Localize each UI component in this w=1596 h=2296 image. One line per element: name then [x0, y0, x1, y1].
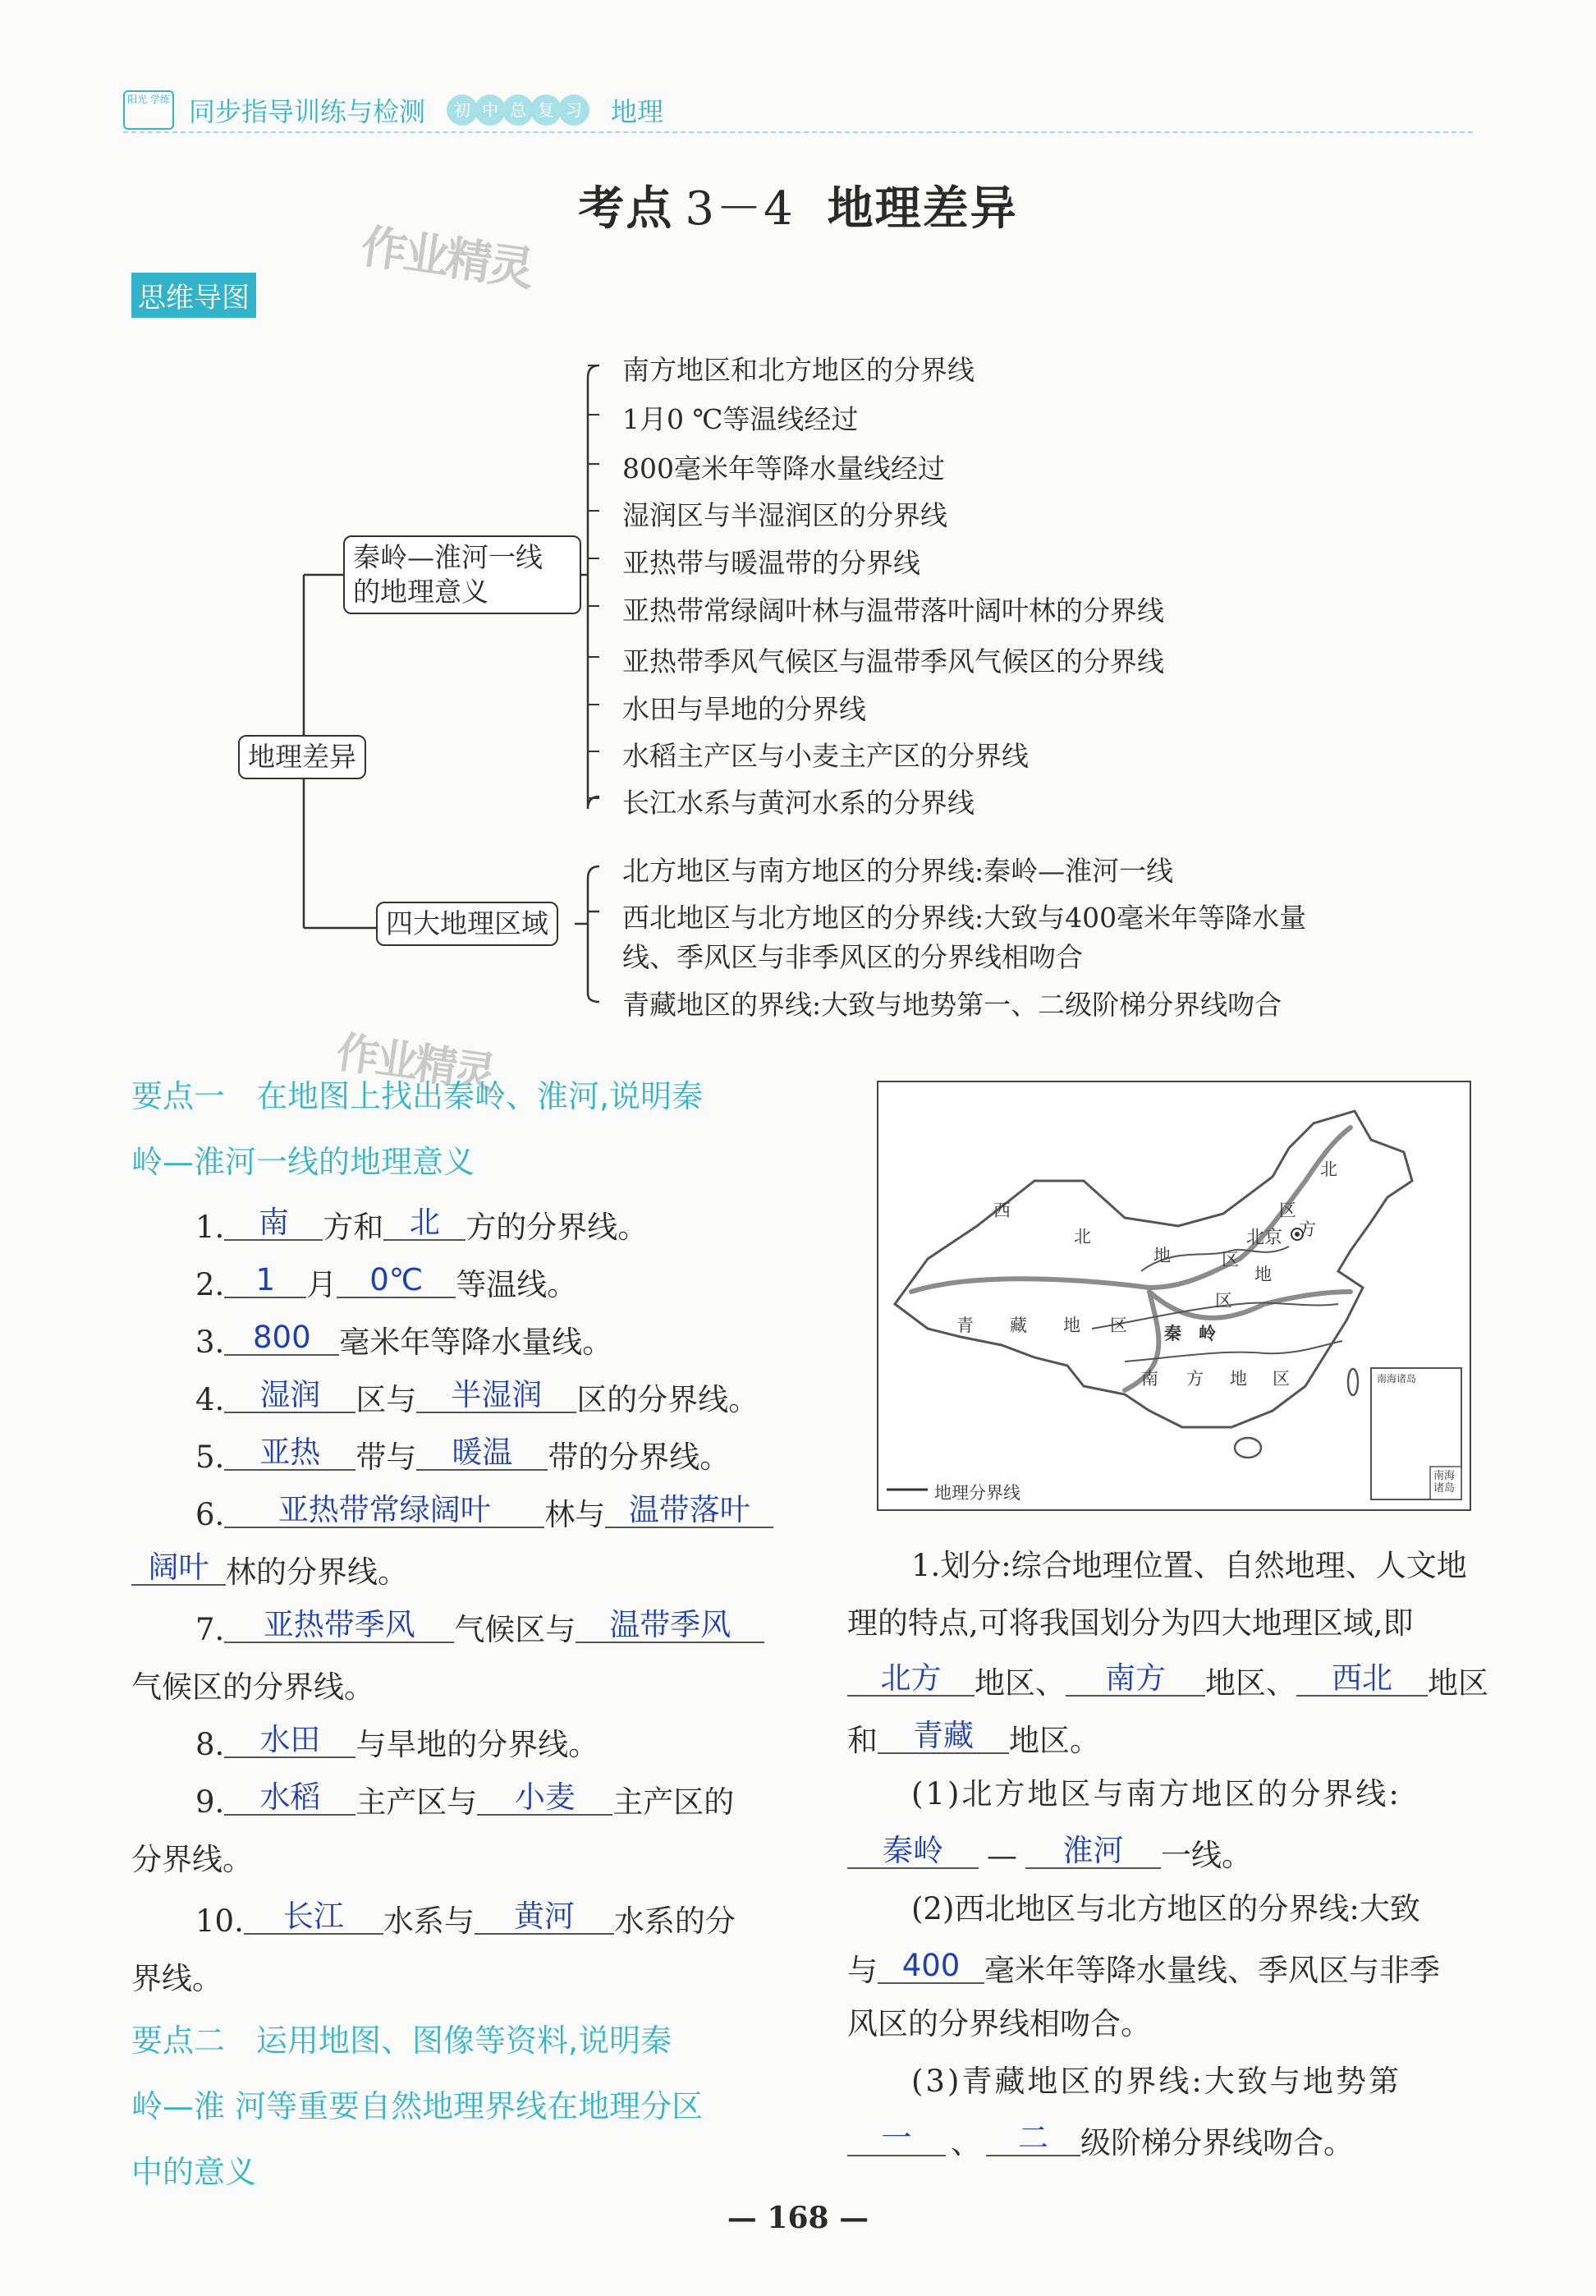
mindmap-root: 地理差异	[238, 735, 366, 779]
mindmap-item: 南方地区和北方地区的分界线	[622, 354, 975, 386]
beijing-label: 北京	[1246, 1228, 1283, 1248]
question-1: 1. 南 方和 北 方的分界线。	[195, 1205, 649, 1245]
answer-blank: 1	[224, 1264, 306, 1298]
question-8: 8. 水田 与旱地的分界线。	[195, 1722, 599, 1762]
map-label: 地	[1153, 1246, 1171, 1265]
subpoint-2-end: 风区的分界线相吻合。	[847, 2006, 1151, 2041]
mindmap-item: 亚热带季风气候区与温带季风气候区的分界线	[622, 645, 1164, 677]
question-10: 10. 长江 水系与 黄河 水系的分	[195, 1899, 736, 1939]
question-3: 3. 800 毫米年等降水量线。	[195, 1320, 613, 1360]
question-9: 9. 水稻 主产区与 小麦 主产区的	[195, 1779, 735, 1820]
map-label: 青	[956, 1316, 974, 1335]
map-label: 地	[1063, 1316, 1080, 1335]
answer-blank: 亚热	[224, 1436, 355, 1471]
map-label: 区	[1273, 1369, 1290, 1389]
mindmap-item: 亚热带与暖温带的分界线	[622, 547, 920, 579]
map-label: 区	[1222, 1250, 1239, 1270]
answer-blank: 二	[986, 2122, 1080, 2156]
map-label: 西	[993, 1201, 1011, 1220]
answer-blank: 淮河	[1025, 1835, 1161, 1869]
answer-blank: 温带季风	[576, 1609, 764, 1643]
question-2: 2. 1 月 0℃ 等温线。	[195, 1262, 578, 1302]
question-6-cont: 阔叶 林的分界线。	[131, 1556, 408, 1591]
mindmap-branch-qinling: 秦岭—淮河一线 的地理意义	[343, 535, 581, 614]
subpoint-2-answers: 与 400 毫米年等降水量线、季风区与非季	[847, 1948, 1440, 1988]
right-answer-row-2: 和 青藏 地区。	[847, 1718, 1100, 1758]
answer-blank: 半湿润	[416, 1379, 576, 1413]
right-paragraph-1-line2: 理的特点,可将我国划分为四大地理区域,即	[847, 1605, 1414, 1641]
answer-blank: 长江	[244, 1900, 383, 1935]
answer-blank: 水田	[224, 1724, 355, 1758]
watermark: 作业精灵	[357, 219, 534, 297]
question-5: 5. 亚热 带与 暖温 带的分界线。	[195, 1435, 731, 1475]
mindmap-item: 湿润区与半湿润区的分界线	[622, 499, 947, 531]
point1-heading: 要点一 在地图上找出秦岭、淮河,说明秦 岭—淮河一线的地理意义	[131, 1078, 704, 1180]
publisher-logo: 阳光 学练	[123, 90, 174, 130]
page-title: 考点 3－4 地理差异	[578, 181, 1018, 236]
answer-blank: 亚热带常绿阔叶	[224, 1494, 544, 1528]
answer-blank: 阔叶	[131, 1551, 226, 1586]
subpoint-1-text: (1)北方地区与南方地区的分界线:	[911, 1776, 1401, 1812]
map-label: 北	[1074, 1227, 1091, 1247]
mindmap-item: 水稻主产区与小麦主产区的分界线	[622, 740, 1029, 772]
answer-blank: 亚热带季风	[224, 1609, 454, 1643]
point2-heading: 要点二 运用地图、图像等资料,说明秦 岭—淮 河等重要自然地理界线在地理分区 中的意义	[131, 2023, 704, 2190]
answer-blank: 水稻	[224, 1781, 355, 1816]
mindmap-item: 水田与旱地的分界线	[622, 693, 866, 725]
map-label: 方	[1299, 1219, 1316, 1239]
inset-title: 南海诸岛	[1377, 1373, 1417, 1384]
mindmap-item: 青藏地区的界线:大致与地势第一、二级阶梯分界线吻合	[622, 989, 1282, 1021]
subpoint-3-text: (3)青藏地区的界线:大致与地势第	[911, 2064, 1401, 2099]
map-label: 地	[1230, 1369, 1247, 1389]
map-label: 南	[1141, 1369, 1158, 1389]
mindmap-item: 长江水系与黄河水系的分界线	[622, 787, 975, 819]
answer-blank: 温带落叶	[605, 1494, 773, 1528]
right-paragraph-1-line1: 1.划分:综合地理位置、自然地理、人文地	[911, 1548, 1467, 1583]
answer-blank: 北方	[847, 1662, 975, 1697]
question-6: 6. 亚热带常绿阔叶 林与 温带落叶	[195, 1499, 773, 1533]
mindmap-item: 亚热带常绿阔叶林与温带落叶阔叶林的分界线	[622, 595, 1164, 627]
mindmap-item: 1月0 ℃等温线经过	[622, 403, 859, 435]
mindmap-item: 线、季风区与非季风区的分界线相吻合	[622, 941, 1083, 973]
answer-blank: 南	[224, 1206, 323, 1241]
answer-blank: 青藏	[878, 1720, 1009, 1754]
qinling-label: 秦 岭	[1164, 1324, 1216, 1343]
answer-blank: 湿润	[224, 1379, 355, 1413]
subpoint-1-answers: 秦岭 — 淮河 一线。	[847, 1839, 1252, 1874]
right-answer-row-1: 北方 地区、 南方 地区、 西北 地区	[847, 1667, 1488, 1701]
mindmap-item: 800毫米年等降水量线经过	[622, 452, 945, 484]
map-label: 区	[1110, 1316, 1127, 1335]
answer-blank: 南方	[1066, 1662, 1205, 1697]
question-10-cont: 界线。	[131, 1961, 222, 1996]
question-7-cont: 气候区的分界线。	[131, 1669, 374, 1705]
map-label: 区	[1279, 1201, 1296, 1220]
map-legend: 地理分界线	[934, 1483, 1020, 1503]
answer-blank: 暖温	[416, 1436, 548, 1471]
answer-blank: 黄河	[475, 1900, 614, 1935]
map-label: 方	[1186, 1369, 1204, 1389]
series-name: 同步指导训练与检测	[189, 96, 426, 127]
answer-blank: 400	[878, 1949, 984, 1984]
mindmap-tag: 思维导图	[131, 273, 256, 318]
map-label: 地	[1254, 1265, 1272, 1284]
answer-blank: 一	[847, 2122, 946, 2156]
question-4: 4. 湿润 区与 半湿润 区的分界线。	[195, 1377, 759, 1417]
answer-blank: 0℃	[337, 1264, 456, 1298]
map-drawing	[878, 1082, 1470, 1509]
subject-label: 地理	[611, 96, 664, 127]
map-label: 北	[1320, 1159, 1337, 1179]
review-badge: 初 中 总 复 习	[447, 94, 586, 126]
subpoint-2-text: (2)西北地区与北方地区的分界线:大致	[911, 1891, 1420, 1926]
answer-blank: 北	[383, 1206, 466, 1241]
mindmap-branch-regions: 四大地理区域	[376, 902, 558, 946]
mindmap-item: 西北地区与北方地区的分界线:大致与400毫米年等降水量	[622, 902, 1307, 934]
china-regions-map	[877, 1081, 1471, 1511]
map-label: 藏	[1010, 1316, 1027, 1335]
answer-blank: 小麦	[477, 1781, 612, 1816]
watermark: 作业精灵	[332, 1027, 497, 1100]
answer-blank: 秦岭	[847, 1835, 979, 1869]
mindmap-item: 北方地区与南方地区的分界线:秦岭—淮河一线	[622, 855, 1174, 887]
answer-blank: 800	[224, 1321, 339, 1356]
question-9-cont: 分界线。	[131, 1842, 253, 1877]
subpoint-3-answers: 一 、 二 级阶梯分界线吻合。	[847, 2127, 1354, 2161]
map-label: 区	[1215, 1291, 1232, 1311]
answer-blank: 西北	[1296, 1662, 1428, 1697]
page-number: — 168 —	[727, 2201, 869, 2235]
question-7: 7. 亚热带季风 气候区与 温带季风	[195, 1614, 764, 1648]
inset-corner-label: 南海诸岛	[1433, 1470, 1456, 1495]
